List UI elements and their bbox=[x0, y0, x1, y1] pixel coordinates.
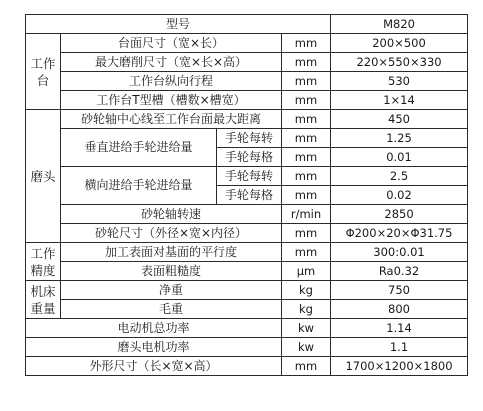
table-row bbox=[26, 91, 468, 110]
value-cell: 1.1 bbox=[331, 338, 468, 357]
table-row bbox=[26, 205, 468, 224]
unit-cell: mm bbox=[282, 72, 331, 91]
value-cell: 800 bbox=[331, 300, 468, 319]
spec-sheet bbox=[25, 14, 468, 376]
unit-cell: mm bbox=[282, 110, 331, 129]
model-row bbox=[26, 15, 468, 34]
item-label: 砂轮轴中心线至工作台面最大距离 bbox=[61, 110, 282, 129]
value-cell: Φ200×20×Φ31.75 bbox=[331, 224, 468, 243]
table-row bbox=[26, 34, 468, 53]
unit-cell: mm bbox=[282, 186, 331, 205]
table-row bbox=[26, 300, 468, 319]
value-cell: 450 bbox=[331, 110, 468, 129]
unit-cell: mm bbox=[282, 53, 331, 72]
unit-cell: mm bbox=[282, 224, 331, 243]
table-row bbox=[26, 319, 468, 338]
item-label: 磨头电机功率 bbox=[26, 338, 282, 357]
category-grinding-head: 磨头 bbox=[26, 110, 61, 243]
table-row bbox=[26, 262, 468, 281]
unit-cell: μm bbox=[282, 262, 331, 281]
category-line: 工作 bbox=[30, 245, 56, 261]
model-value: M820 bbox=[331, 15, 468, 34]
value-cell: 220×550×330 bbox=[331, 53, 468, 72]
item-label: 最大磨削尺寸（宽×长×高） bbox=[61, 53, 282, 72]
value-cell: 1.25 bbox=[331, 129, 468, 148]
spec-table bbox=[25, 14, 468, 376]
value-cell: 0.02 bbox=[331, 186, 468, 205]
unit-cell: r/min bbox=[282, 205, 331, 224]
unit-cell: kw bbox=[282, 338, 331, 357]
item-label: 台面尺寸（宽×长） bbox=[61, 34, 282, 53]
category-weight bbox=[26, 281, 61, 319]
sub-item-label: 手轮每格 bbox=[217, 186, 282, 205]
item-label: 加工表面对基面的平行度 bbox=[61, 243, 282, 262]
value-cell: Ra0.32 bbox=[331, 262, 468, 281]
item-label: 砂轮尺寸（外径×宽×内径） bbox=[61, 224, 282, 243]
unit-cell: mm bbox=[282, 34, 331, 53]
category-line: 机床 bbox=[30, 283, 56, 299]
value-cell: 0.01 bbox=[331, 148, 468, 167]
sub-item-label: 手轮每转 bbox=[217, 167, 282, 186]
horizontal-feed-label: 横向进给手轮进给量 bbox=[61, 167, 217, 205]
category-line: 台 bbox=[36, 72, 50, 88]
item-label: 毛重 bbox=[61, 300, 282, 319]
category-precision bbox=[26, 243, 61, 281]
unit-cell: mm bbox=[282, 167, 331, 186]
item-label: 工作台纵向行程 bbox=[61, 72, 282, 91]
table-row bbox=[26, 224, 468, 243]
item-label: 砂轮轴转速 bbox=[61, 205, 282, 224]
table-row bbox=[26, 167, 468, 186]
category-line: 工作 bbox=[30, 55, 56, 71]
value-cell: 2.5 bbox=[331, 167, 468, 186]
table-row bbox=[26, 357, 468, 376]
unit-cell: mm bbox=[282, 91, 331, 110]
category-line: 精度 bbox=[30, 262, 56, 278]
sub-item-label: 手轮每格 bbox=[217, 148, 282, 167]
table-row bbox=[26, 110, 468, 129]
item-label: 外形尺寸（长×宽×高） bbox=[26, 357, 282, 376]
value-cell: 1×14 bbox=[331, 91, 468, 110]
unit-cell: mm bbox=[282, 129, 331, 148]
unit-cell: mm bbox=[282, 243, 331, 262]
table-row bbox=[26, 72, 468, 91]
value-cell: 200×500 bbox=[331, 34, 468, 53]
unit-cell: kg bbox=[282, 281, 331, 300]
value-cell: 750 bbox=[331, 281, 468, 300]
unit-cell: mm bbox=[282, 148, 331, 167]
value-cell: 1700×1200×1800 bbox=[331, 357, 468, 376]
value-cell: 2850 bbox=[331, 205, 468, 224]
value-cell: 530 bbox=[331, 72, 468, 91]
table-row bbox=[26, 53, 468, 72]
category-line: 重量 bbox=[30, 300, 56, 316]
table-row bbox=[26, 129, 468, 148]
item-label: 工作台T型槽（槽数×槽宽） bbox=[61, 91, 282, 110]
sub-item-label: 手轮每转 bbox=[217, 129, 282, 148]
value-cell: 300:0.01 bbox=[331, 243, 468, 262]
item-label: 表面粗糙度 bbox=[61, 262, 282, 281]
table-row bbox=[26, 338, 468, 357]
table-row bbox=[26, 281, 468, 300]
unit-cell: kw bbox=[282, 319, 331, 338]
vertical-feed-label: 垂直进给手轮进给量 bbox=[61, 129, 217, 167]
table-row bbox=[26, 243, 468, 262]
unit-cell: kg bbox=[282, 300, 331, 319]
item-label: 电动机总功率 bbox=[26, 319, 282, 338]
item-label: 净重 bbox=[61, 281, 282, 300]
model-label: 型号 bbox=[26, 15, 331, 34]
value-cell: 1.14 bbox=[331, 319, 468, 338]
category-worktable bbox=[26, 34, 61, 110]
unit-cell: mm bbox=[282, 357, 331, 376]
